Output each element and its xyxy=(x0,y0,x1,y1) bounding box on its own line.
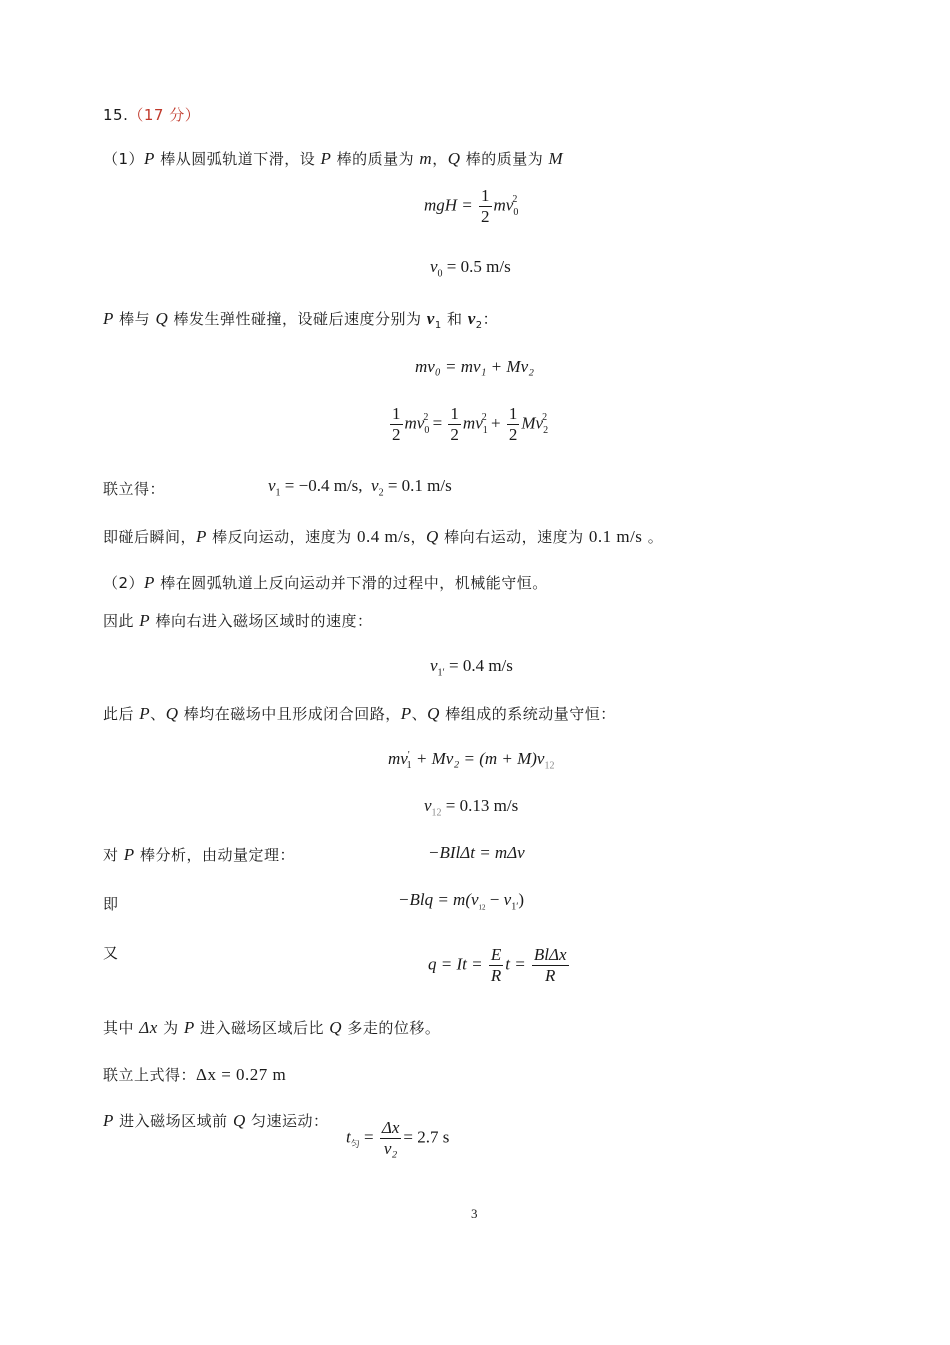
text: 棒向右运动，速度为 xyxy=(438,528,589,546)
equation-v1prime: $v_{1'} = 0.4$ m/s xyxy=(430,656,513,679)
equation-time: $t_匀$ = $\frac{\Delta x}{\text{v₂}}$ = 2.7 s xyxy=(346,1118,450,1158)
collision-sentence: P 棒与 Q 棒发生弹性碰撞，设碰后速度分别为 $v_1$ 和 $v_2$： xyxy=(103,309,499,331)
question-heading xyxy=(103,104,200,125)
symbol-P: P xyxy=(183,1018,195,1037)
text: 棒均在磁场中且形成闭合回路， xyxy=(178,705,401,723)
symbol-Q: Q xyxy=(155,309,169,328)
text: 多走的位移。 xyxy=(342,1019,441,1037)
text: 因此 xyxy=(103,612,140,630)
symbol-P: P xyxy=(139,704,151,723)
eq-text: = −0.4 m/s, xyxy=(284,476,363,495)
text: 棒的质量为 xyxy=(331,150,420,168)
speed-value: 0.1 m/s xyxy=(588,527,643,546)
symbol-P: P xyxy=(139,611,151,630)
part2-line4 xyxy=(103,844,295,865)
symbol-Q: Q xyxy=(447,149,461,168)
equation-charge: q = It = $\frac{E}{R}$ t = $\frac{\text{BlΔx}}{R}$ xyxy=(428,945,567,985)
eq-text: = 0.4 m/s xyxy=(448,656,513,675)
page-number: 3 xyxy=(471,1206,478,1221)
equation-energy: mgH = $\frac{1}{2}$ $mv_0^2$ xyxy=(424,186,519,226)
eq-text: = 0.13 m/s xyxy=(445,796,519,815)
combine-label: 联立得： xyxy=(103,480,166,498)
fraction xyxy=(479,186,492,227)
text: 、 xyxy=(150,705,166,723)
part2-line3 xyxy=(103,703,616,724)
text: ， xyxy=(410,528,427,546)
symbol-M: M xyxy=(548,149,564,168)
equation-v0: $v_0 = 0.5$ m/s xyxy=(430,257,511,280)
symbol-P: P xyxy=(400,704,412,723)
part-label: （1） xyxy=(103,150,145,168)
symbol-Q: Q xyxy=(232,1111,246,1130)
text: 。 xyxy=(642,528,664,546)
symbol-Q: Q xyxy=(329,1018,343,1037)
symbol-P: P xyxy=(103,309,114,328)
text: ， xyxy=(432,150,448,168)
text: 其中 xyxy=(103,1019,140,1037)
text: ： xyxy=(482,310,499,328)
text: 联立上式得： xyxy=(103,1066,197,1084)
symbol-P: P xyxy=(144,149,155,168)
symbol-v1: v xyxy=(426,309,435,328)
part2-line6 xyxy=(103,1064,286,1085)
text: 棒分析，由动量定理： xyxy=(134,846,295,864)
eq-text: mv xyxy=(493,195,514,215)
equation-elastic-energy: $\frac{1}{2}$ $mv_0^2$ = $\frac{1}{2}$ $mv_1^2$ + $\frac{1}{2}$ $Mv_2^2$ xyxy=(392,404,549,444)
part2-line5: 其中 Δx 为 P 进入磁场区域后比 Q 多走的位移。 xyxy=(103,1018,441,1037)
ji-label: 即 xyxy=(103,895,119,913)
text: 为 xyxy=(157,1019,184,1037)
part2-intro xyxy=(103,572,548,593)
equation-charge-momentum: $-Blq = m(v_{12} - v_{1'})$ xyxy=(398,890,525,913)
text: 匀速运动： xyxy=(245,1112,329,1130)
text: 棒与 xyxy=(113,310,156,328)
symbol-P: P xyxy=(103,1111,114,1130)
symbol-P: P xyxy=(123,845,135,864)
symbol-v2: v xyxy=(467,309,476,328)
equation-system-momentum: $mv'_1 + Mv_2 = (m + M)v_{12}$ xyxy=(388,749,555,772)
symbol-Q: Q xyxy=(426,527,439,546)
dx-value: Δx = 0.27 m xyxy=(196,1065,287,1084)
text: 进入磁场区域前 xyxy=(113,1112,233,1130)
numerator: 1 xyxy=(481,186,490,205)
part1-intro xyxy=(103,148,563,169)
text: 棒组成的系统动量守恒： xyxy=(439,705,616,723)
symbol-P: P xyxy=(320,149,332,168)
text: 棒反向运动，速度为 xyxy=(206,528,357,546)
text: 棒在圆弧轨道上反向运动并下滑的过程中，机械能守恒。 xyxy=(154,574,548,592)
result-sentence xyxy=(103,526,663,547)
denominator: 2 xyxy=(481,207,490,226)
you-label: 又 xyxy=(103,944,119,962)
equation-results-v1-v2: $v_1 = -0.4$ m/s, $v_2 = 0.1$ m/s xyxy=(268,476,452,499)
text: 、 xyxy=(411,705,428,723)
symbol-m: m xyxy=(419,149,433,168)
eq-text: mgH = xyxy=(424,195,473,215)
symbol-Q: Q xyxy=(427,704,440,723)
equation-v12: $v_{12} = 0.13$ m/s xyxy=(424,796,519,819)
text: 棒从圆弧轨道下滑，设 xyxy=(154,150,321,168)
symbol-P: P xyxy=(196,527,207,546)
text: 棒的质量为 xyxy=(460,150,549,168)
text: 对 xyxy=(103,846,124,864)
text: 棒向右进入磁场区域时的速度： xyxy=(150,612,373,630)
eq-text: = 0.5 m/s xyxy=(446,257,511,276)
part2-line7 xyxy=(103,1110,329,1131)
text: 此后 xyxy=(103,705,140,723)
text: 棒发生弹性碰撞，设碰后速度分别为 xyxy=(168,310,427,328)
text: 和 xyxy=(441,310,468,328)
symbol-P: P xyxy=(144,573,155,592)
part-label: （2） xyxy=(103,574,145,592)
speed-value: 0.4 m/s xyxy=(356,527,411,546)
eq-text: = 0.1 m/s xyxy=(387,476,452,495)
text: 即碰后瞬间， xyxy=(103,528,197,546)
equation-momentum: mv₀ = mv₁ + Mv₂ xyxy=(415,357,535,376)
equation-impulse: −BIlΔt = mΔv xyxy=(428,843,525,862)
question-points: （17 分） xyxy=(128,106,201,124)
part2-line2 xyxy=(103,610,372,631)
question-number: 15. xyxy=(103,106,129,124)
text: 进入磁场区域后比 xyxy=(194,1019,330,1037)
symbol-Q: Q xyxy=(165,704,179,723)
